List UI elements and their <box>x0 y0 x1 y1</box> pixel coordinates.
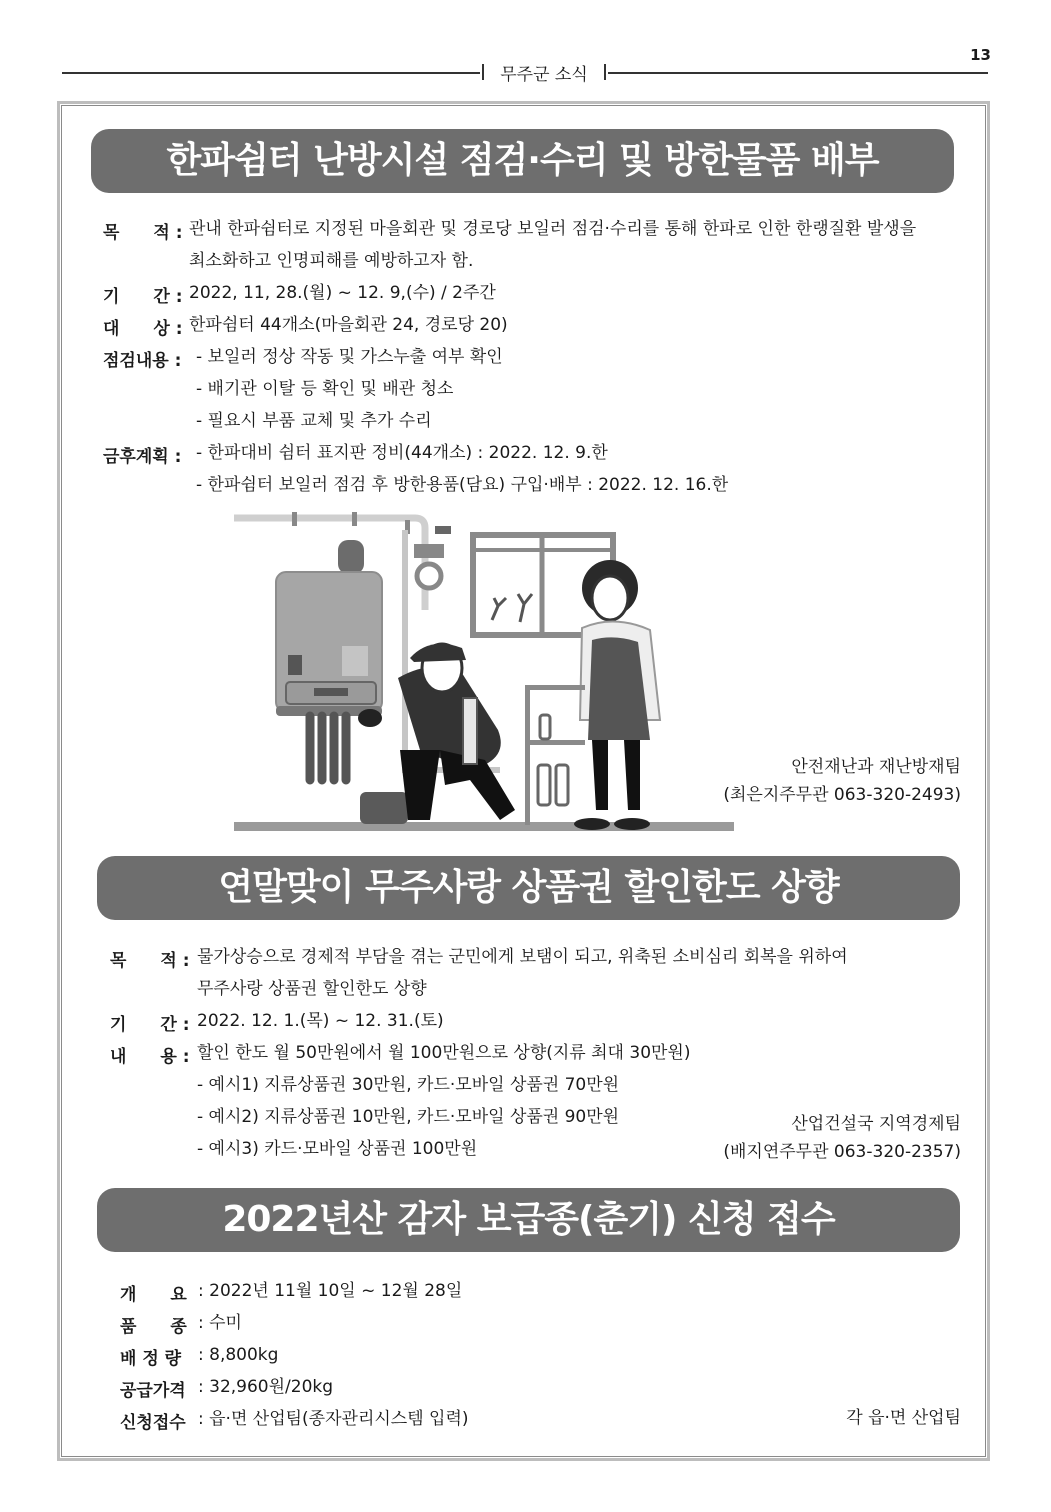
header-rule-right <box>608 72 988 74</box>
s3-label-overview: 개 요 <box>120 1285 187 1305</box>
s1-label-purpose: 목 적 : <box>103 223 183 243</box>
s1-credit-dept: 안전재난과 재난방재팀 <box>791 757 961 777</box>
s1-inspection-line3: - 필요시 부품 교체 및 추가 수리 <box>196 411 432 431</box>
s1-credit-contact: (최은지주무관 063-320-2493) <box>723 785 961 805</box>
s1-label-target: 대 상 : <box>103 319 183 339</box>
boiler-repair-illustration <box>230 510 750 840</box>
section1-title: 한파쉼터 난방시설 점검·수리 및 방한물품 배부 <box>91 129 954 193</box>
s1-label-period: 기 간 : <box>103 287 183 307</box>
s1-purpose-line1: 관내 한파쉼터로 지정된 마을회관 및 경로당 보일러 점검·수리를 통해 한파로 인한 한랭질환 발생을 <box>189 219 917 239</box>
s1-target: 한파쉼터 44개소(마을회관 24, 경로당 20) <box>189 315 508 335</box>
s3-label-price: 공급가격 <box>120 1381 186 1401</box>
s1-period: 2022, 11, 28.(월) ~ 12. 9,(수) / 2주간 <box>189 283 496 303</box>
thermostat <box>414 526 451 588</box>
s2-content-line1: 할인 한도 월 50만원에서 월 100만원으로 상향(지류 최대 30만원) <box>197 1043 691 1063</box>
s1-purpose-line2: 최소화하고 인명피해를 예방하고자 함. <box>189 251 474 271</box>
header-title: 무주군 소식 <box>480 60 608 85</box>
s3-label-allocation: 배 정 량 <box>120 1349 182 1369</box>
s1-label-plan: 금후계획 : <box>103 447 182 467</box>
s1-label-inspection: 점검내용 : <box>103 351 182 371</box>
s1-plan-line1: - 한파대비 쉼터 표지판 정비(44개소) : 2022. 12. 9.한 <box>196 443 608 463</box>
s2-credit <box>723 1110 961 1166</box>
floor <box>234 822 734 831</box>
s1-plan-line2: - 한파쉼터 보일러 점검 후 방한용품(담요) 구입·배부 : 2022. 12. 16.한 <box>196 475 729 495</box>
s2-credit-contact: (배지연주무관 063-320-2357) <box>723 1142 961 1162</box>
s2-example3: - 예시3) 카드·모바일 상품권 100만원 <box>197 1139 478 1159</box>
s2-example2: - 예시2) 지류상품권 10만원, 카드·모바일 상품권 90만원 <box>197 1107 620 1127</box>
s3-allocation: : 8,800kg <box>198 1345 279 1365</box>
s2-credit-dept: 산업건설국 지역경제팀 <box>791 1114 961 1134</box>
s3-application: : 읍·면 산업팀(종자관리시스템 입력) <box>198 1409 469 1429</box>
s2-purpose-line1: 물가상승으로 경제적 부담을 겪는 군민에게 보탬이 되고, 위축된 소비심리 회복을 위하여 <box>197 947 848 967</box>
s2-example1: - 예시1) 지류상품권 30만원, 카드·모바일 상품권 70만원 <box>197 1075 620 1095</box>
s3-price: : 32,960원/20kg <box>198 1377 334 1397</box>
section2-title: 연말맞이 무주사랑 상품권 할인한도 상향 <box>97 856 960 920</box>
s3-label-application: 신청접수 <box>120 1413 186 1433</box>
header-rule-left <box>62 72 480 74</box>
s1-inspection-line1: - 보일러 정상 작동 및 가스누출 여부 확인 <box>196 347 503 367</box>
s1-credit <box>723 753 961 809</box>
woman <box>574 560 660 830</box>
s3-variety: : 수미 <box>198 1313 242 1333</box>
s3-credit: 각 읍·면 산업팀 <box>846 1408 961 1428</box>
section3-title: 2022년산 감자 보급종(춘기) 신청 접수 <box>97 1188 960 1252</box>
s2-label-period: 기 간 : <box>110 1015 190 1035</box>
toolbox <box>360 792 408 824</box>
boiler <box>276 540 382 780</box>
s1-inspection-line2: - 배기관 이탈 등 확인 및 배관 청소 <box>196 379 454 399</box>
s2-purpose-line2: 무주사랑 상품권 할인한도 상향 <box>197 979 427 999</box>
s3-label-variety: 품 종 <box>120 1317 187 1337</box>
s3-overview: : 2022년 11월 10일 ~ 12월 28일 <box>198 1281 463 1301</box>
s2-label-content: 내 용 : <box>110 1047 190 1067</box>
shelf <box>525 685 585 825</box>
page-number: 13 <box>970 46 991 64</box>
s2-period: 2022. 12. 1.(목) ~ 12. 31.(토) <box>197 1011 444 1031</box>
s2-label-purpose: 목 적 : <box>110 951 190 971</box>
